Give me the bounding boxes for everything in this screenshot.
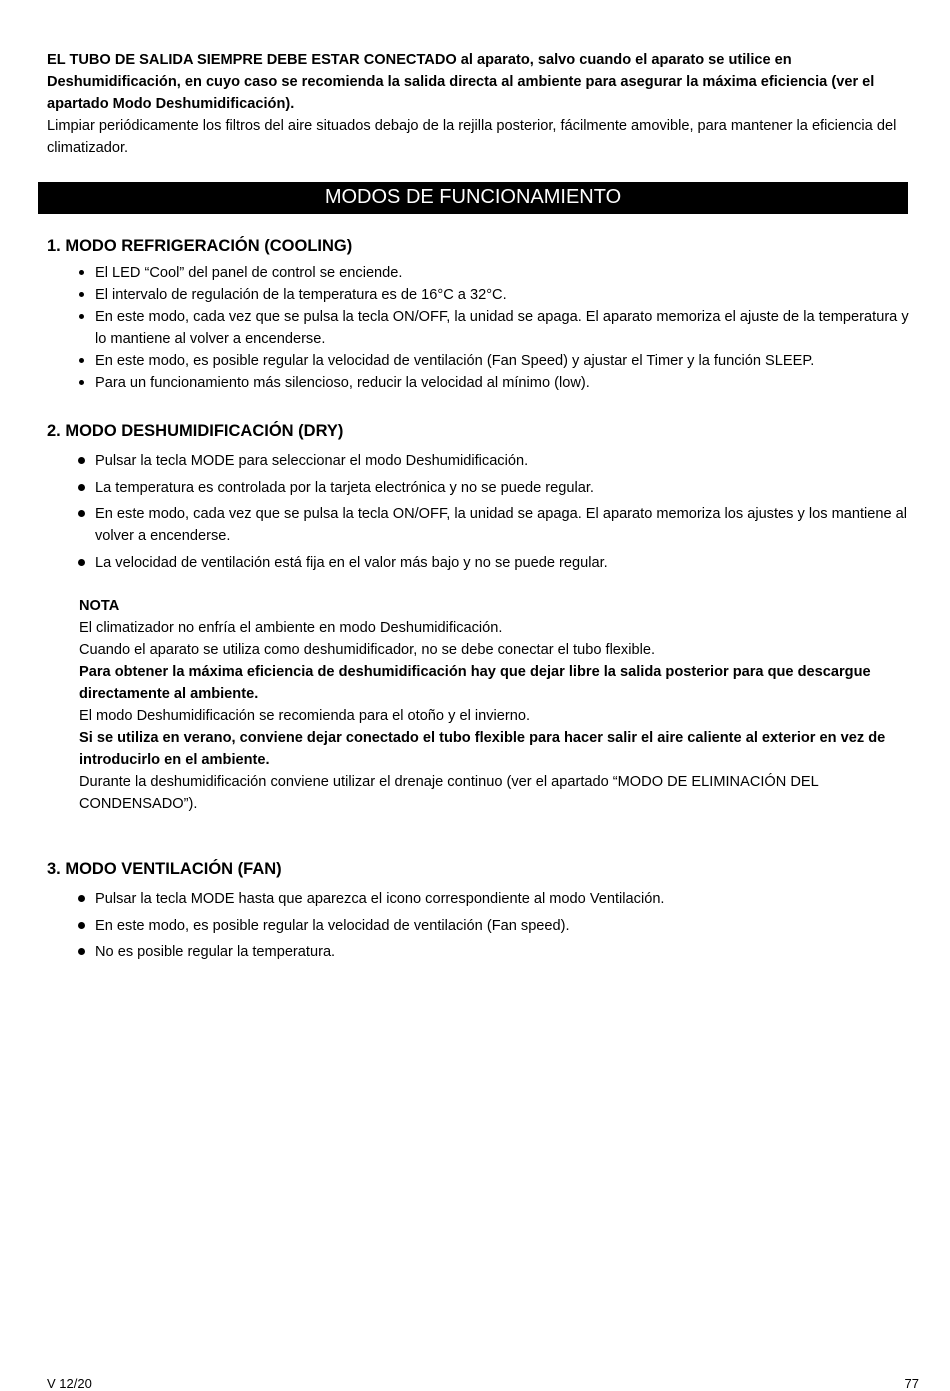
section1-list [79, 262, 909, 394]
section3-list [79, 888, 909, 968]
list-item: Pulsar la tecla MODE hasta que aparezca el icono correspondiente al modo Ventilación. [79, 888, 909, 910]
list-item: En este modo, cada vez que se pulsa la tecla ON/OFF, la unidad se apaga. El aparato memoriza el ajuste de la temperatura y lo mantiene al volver a encenderse. [79, 306, 909, 350]
list-item: En este modo, es posible regular la velocidad de ventilación (Fan speed). [79, 915, 909, 937]
intro-bold-text: EL TUBO DE SALIDA SIEMPRE DEBE ESTAR CONECTADO al aparato, salvo cuando el aparato se utilice en Deshumidificación, en cuyo caso se recomienda la salida directa al ambiente para asegurar la máxima eficiencia (ver el apartado Modo Deshumidificación). [47, 52, 875, 112]
list-item: En este modo, cada vez que se pulsa la tecla ON/OFF, la unidad se apaga. El aparato memoriza los ajustes y los mantiene al volver a encenderse. [79, 503, 909, 547]
list-item: En este modo, es posible regular la velocidad de ventilación (Fan Speed) y ajustar el Timer y la función SLEEP. [79, 350, 909, 372]
list-item: Pulsar la tecla MODE para seleccionar el modo Deshumidificación. [79, 450, 909, 472]
section3-title: 3. MODO VENTILACIÓN (FAN) [47, 860, 282, 878]
list-item: Para un funcionamiento más silencioso, reducir la velocidad al mínimo (low). [79, 372, 909, 394]
note-block [79, 595, 914, 815]
note-heading: NOTA [79, 598, 120, 614]
page-number: 77 [904, 1376, 919, 1391]
note-line: El climatizador no enfría el ambiente en modo Deshumidificación. [79, 620, 503, 636]
list-item: El intervalo de regulación de la temperatura es de 16°C a 32°C. [79, 284, 909, 306]
list-item: La velocidad de ventilación está fija en el valor más bajo y no se puede regular. [79, 552, 909, 574]
list-item: El LED “Cool” del panel de control se enciende. [79, 262, 909, 284]
list-item: La temperatura es controlada por la tarjeta electrónica y no se puede regular. [79, 477, 909, 499]
section2-title: 2. MODO DESHUMIDIFICACIÓN (DRY) [47, 422, 344, 440]
note-line-bold: Si se utiliza en verano, conviene dejar conectado el tubo flexible para hacer salir el aire caliente al exterior en vez de introducirlo en el ambiente. [79, 730, 886, 768]
section1-title: 1. MODO REFRIGERACIÓN (COOLING) [47, 237, 353, 255]
note-line-bold: Para obtener la máxima eficiencia de deshumidificación hay que dejar libre la salida posterior para que descargue directamente al ambiente. [79, 664, 871, 702]
note-line: El modo Deshumidificación se recomienda para el otoño y el invierno. [79, 708, 531, 724]
section-banner: MODOS DE FUNCIONAMIENTO [38, 182, 908, 214]
note-line: Cuando el aparato se utiliza como deshumidificador, no se debe conectar el tubo flexible. [79, 642, 655, 658]
note-line: Durante la deshumidificación conviene utilizar el drenaje continuo (ver el apartado “MODO DE ELIMINACIÓN DEL CONDENSADO”). [79, 774, 819, 812]
intro-normal-text: Limpiar periódicamente los filtros del aire situados debajo de la rejilla posterior, fácilmente amovible, para mantener la eficiencia del climatizador. [47, 118, 897, 156]
section2-list [79, 450, 909, 578]
version-label: V 12/20 [47, 1376, 92, 1391]
list-item: No es posible regular la temperatura. [79, 941, 909, 963]
intro-paragraph [47, 49, 907, 159]
